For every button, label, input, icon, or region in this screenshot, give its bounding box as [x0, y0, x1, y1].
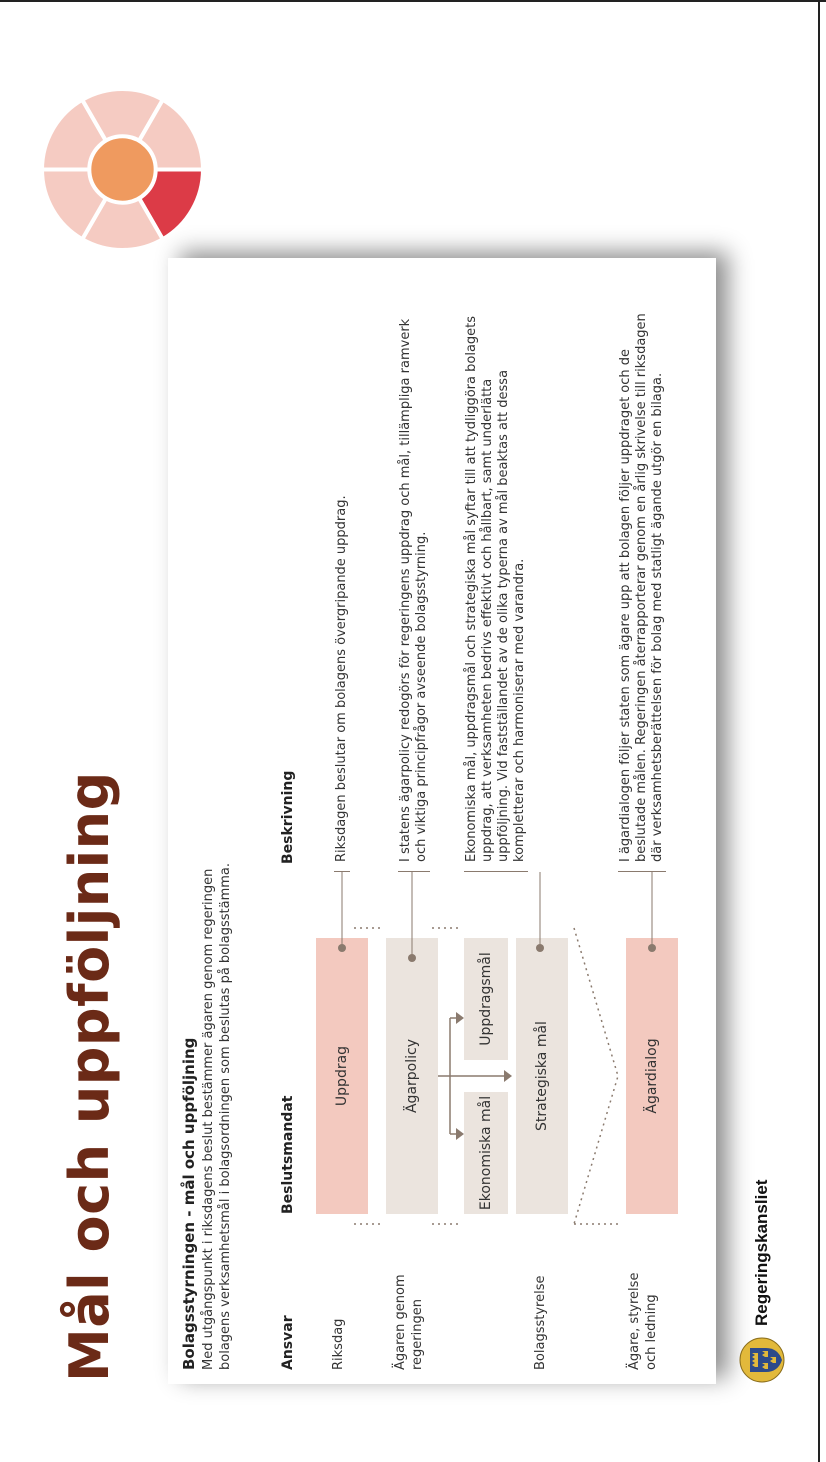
card-title: Bolagsstyrningen - mål och uppföljning [180, 1037, 198, 1370]
page-title: Mål och uppföljning [58, 771, 121, 1382]
three-crowns-emblem-icon [738, 1336, 786, 1384]
segmented-circle-icon [40, 87, 205, 252]
regeringskansliet-logo [738, 1180, 786, 1384]
card-intro: Med utgångspunkt i riksdagens beslut bestämmer ägaren genom regeringen bolagens verksamhetsmål i bolagsordningen som beslutas på bolagsstämma. [201, 863, 233, 1370]
logo-text: Regeringskansliet [752, 1179, 771, 1326]
ansvar-agaren: Ägaren genom regeringen [393, 1274, 425, 1370]
header-ansvar: Ansvar [280, 1315, 296, 1370]
description-bolagsstyrelse: Ekonomiska mål, uppdragsmål och strategiska mål syftar till att tydliggöra bolagets uppdrag, att verksamheten bedrivs effektivt och hållbart, samt underlätta uppföljning. Vid fastställandet av de olika typerna av mål beaktas att dessa kompletterar och harmoniserar med varandra. [464, 302, 528, 872]
box-agarpolicy: Ägarpolicy [386, 938, 438, 1214]
description-agare: I ägardialogen följer staten som ägare upp att bolagen följer uppdraget och de beslutade målen. Regeringen återrapporterar genom en årlig skrivelse till riksdagen där verksamhetsberättelsen för bolag med statligt ägande utgör en bilaga. [618, 302, 666, 872]
box-ekonomiska-mal: Ekonomiska mål [464, 1092, 508, 1214]
header-beskrivning: Beskrivning [280, 770, 296, 864]
description-riksdag: Riksdagen beslutar om bolagens övergripande uppdrag. [334, 302, 350, 872]
box-uppdragsmal: Uppdragsmål [464, 938, 508, 1060]
governance-card [168, 258, 716, 1384]
description-agaren: I statens ägarpolicy redogörs för regeringens uppdrag och mål, tillämpliga ramverk och viktiga principfrågor avseende bolagsstyrning. [398, 302, 430, 872]
box-agardialog: Ägardialog [626, 938, 678, 1214]
ansvar-bolagsstyrelse: Bolagsstyrelse [533, 1275, 548, 1370]
ansvar-agare-styrelse-ledning: Ägare, styrelse och ledning [627, 1272, 659, 1370]
ansvar-riksdag: Riksdag [331, 1318, 346, 1370]
box-uppdrag: Uppdrag [316, 938, 368, 1214]
box-strategiska-mal: Strategiska mål [516, 938, 568, 1214]
header-beslutsmandat: Beslutsmandat [280, 1095, 296, 1214]
